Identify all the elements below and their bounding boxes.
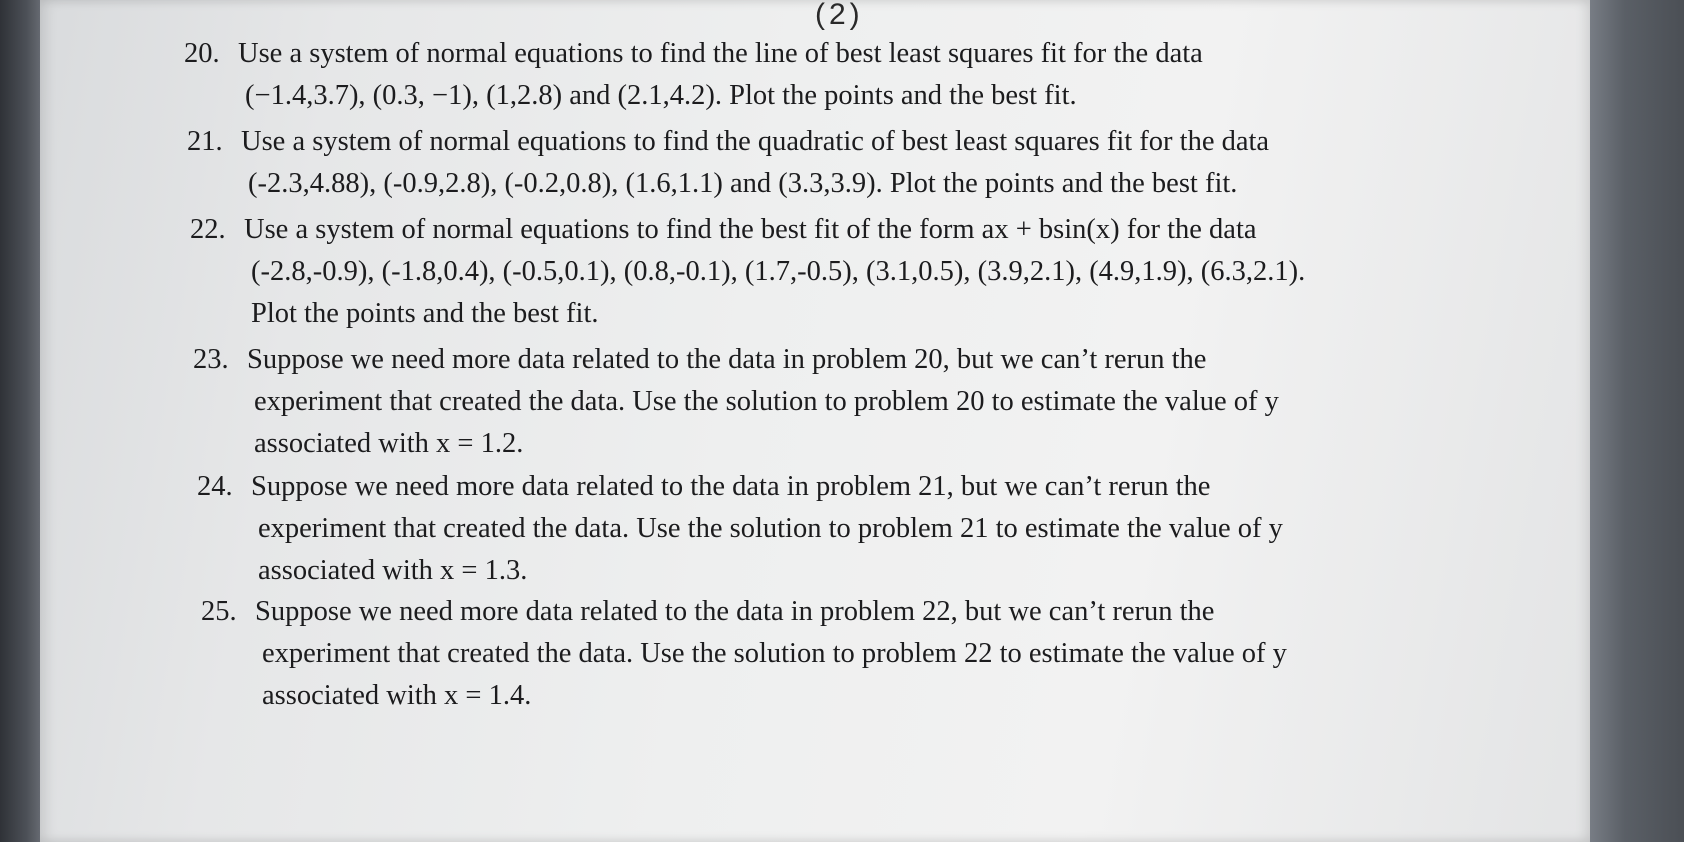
- problem-number: 24.: [197, 471, 233, 502]
- background-left-edge: [0, 0, 44, 842]
- problem-line: Use a system of normal equations to find the quadratic of best least squares fit for the data: [241, 126, 1270, 157]
- problem-line: experiment that created the data. Use the solution to problem 22 to estimate the value of y: [262, 638, 1287, 669]
- problem-line: associated with x = 1.3.: [258, 555, 528, 586]
- problem-line: experiment that created the data. Use the solution to problem 21 to estimate the value of y: [258, 513, 1283, 544]
- problem-21: [187, 121, 1269, 205]
- problem-number: 20.: [184, 38, 220, 69]
- problem-line: Use a system of normal equations to find the line of best least squares fit for the data: [238, 38, 1203, 69]
- problem-number: 25.: [201, 596, 237, 627]
- problem-23: [193, 339, 1279, 465]
- problem-line: Plot the points and the best fit.: [251, 298, 599, 329]
- problem-line: Use a system of normal equations to find the best fit of the form ax + bsin(x) for the data: [244, 214, 1257, 245]
- problem-line: associated with x = 1.2.: [254, 428, 524, 459]
- problem-number: 21.: [187, 126, 223, 157]
- problem-25: [201, 591, 1287, 717]
- problem-line: (-2.8,-0.9), (-1.8,0.4), (-0.5,0.1), (0.8,-0.1), (1.7,-0.5), (3.1,0.5), (3.9,2.1), (4.9,1.9), (6.3,2.1).: [251, 256, 1306, 287]
- problem-line: associated with x = 1.4.: [262, 680, 532, 711]
- problem-line: (−1.4,3.7), (0.3, −1), (1,2.8) and (2.1,4.2). Plot the points and the best fit.: [245, 80, 1077, 111]
- problem-line: Suppose we need more data related to the data in problem 22, but we can’t rerun the: [255, 596, 1215, 627]
- problem-line: Suppose we need more data related to the data in problem 20, but we can’t rerun the: [247, 344, 1207, 375]
- problem-line: Suppose we need more data related to the data in problem 21, but we can’t rerun the: [251, 471, 1211, 502]
- page-number: (2): [815, 0, 864, 31]
- problem-line: experiment that created the data. Use the solution to problem 20 to estimate the value of y: [254, 386, 1279, 417]
- problem-number: 22.: [190, 214, 226, 245]
- problem-line: (-2.3,4.88), (-0.9,2.8), (-0.2,0.8), (1.6,1.1) and (3.3,3.9). Plot the points and the best fit.: [248, 168, 1238, 199]
- background-right-edge: [1586, 0, 1684, 842]
- paper-sheet: [40, 0, 1590, 842]
- problem-20: [184, 33, 1203, 117]
- problem-24: [197, 466, 1283, 592]
- problem-number: 23.: [193, 344, 229, 375]
- problem-22: [190, 209, 1305, 335]
